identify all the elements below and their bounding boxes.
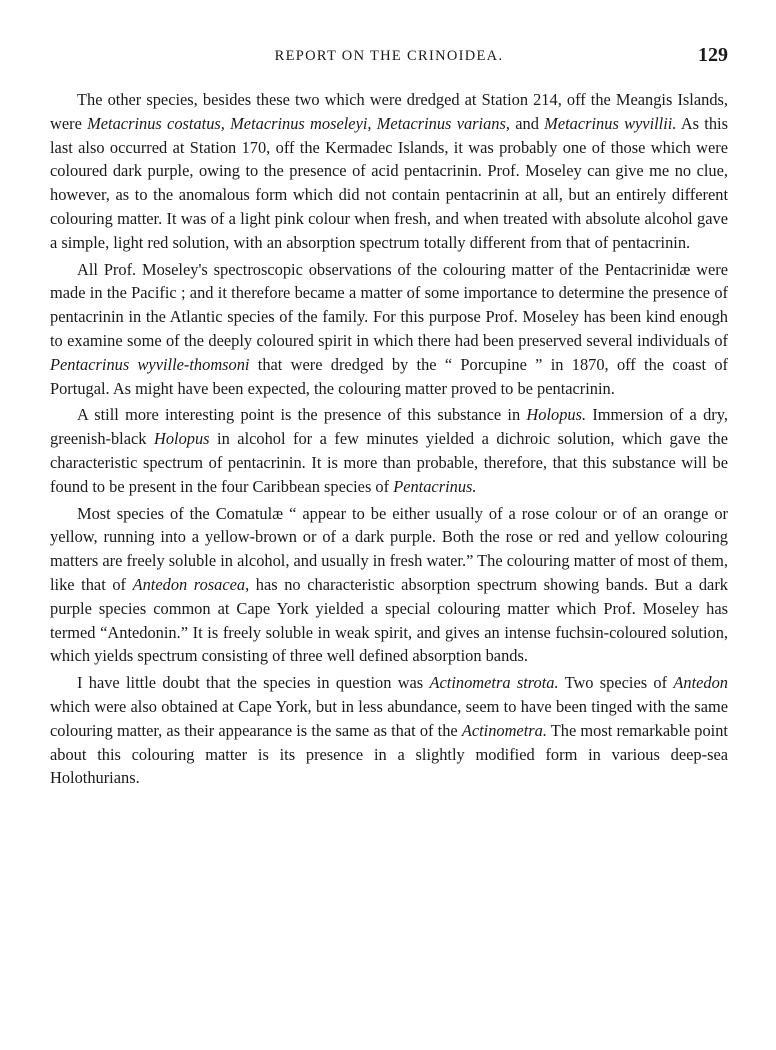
text-run: and bbox=[509, 113, 545, 133]
italic-text-run: Antedon bbox=[673, 673, 728, 693]
running-header bbox=[50, 44, 728, 68]
text-run: that were dredged by the “ Porcupine ” in 1870, off the coast of Portugal. As might have been expected, the colouring matter proved to be pentacrinin. bbox=[50, 354, 728, 398]
text-run: Immersion of a dry, greenish-black bbox=[50, 405, 728, 449]
paragraph-5 bbox=[50, 671, 728, 790]
italic-text-run: Pentacrinus wyville-thomsoni bbox=[50, 354, 250, 374]
text-run: All Prof. Moseley's spectroscopic observations of the colouring matter of the Pentacrinidæ were made in the Pacific ; and it therefore became a matter of some importance to determine the presence of pentacrinin in the Atlantic species of the family. For this purpose Prof. Moseley has been kind enough to examine some of the deeply coloured spirit in which there had been preserved several individuals of bbox=[50, 259, 728, 350]
text-run: The other species, besides these two which were dredged at Station 214, off the Meangis Islands, were bbox=[50, 90, 728, 133]
text-run: The most remarkable point about this colouring matter is its presence in a slightly modified form in various deep-sea Holothurians. bbox=[50, 720, 728, 788]
text-run: Two species of bbox=[558, 673, 674, 693]
text-run: in alcohol for a few minutes yielded a dichroic solution, which gave the characteristic spectrum of pentacrinin. It is more than probable, therefore, that this substance will be found to be present in the four Caribbean species of bbox=[50, 429, 729, 496]
italic-text-run: Metacrinus costatus, Metacrinus moseleyi, Metacrinus varians, bbox=[87, 113, 510, 133]
paragraph-3 bbox=[50, 403, 728, 498]
italic-text-run: Metacrinus wyvillii. bbox=[544, 113, 677, 133]
italic-text-run: Actinometra. bbox=[461, 720, 547, 740]
paragraph-4 bbox=[50, 502, 728, 669]
text-run: Most species of the Comatulæ “ appear to be either usually of a rose colour or of an orange or yellow, running into a yellow-brown or of a dark purple. Both the rose or red and yellow colouring matters are freely soluble in alcohol, and usually in fresh water.” The colouring matter of most of them, like that of bbox=[50, 503, 728, 594]
italic-text-run: Holopus bbox=[153, 429, 210, 449]
italic-text-run: Pentacrinus. bbox=[393, 476, 477, 496]
paragraph-1 bbox=[50, 88, 728, 255]
paragraph-2 bbox=[50, 258, 728, 401]
running-title: REPORT ON THE CRINOIDEA. bbox=[274, 48, 504, 64]
italic-text-run: Antedon rosacea, bbox=[132, 574, 250, 594]
text-run: A still more interesting point is the presence of this substance in bbox=[77, 405, 527, 425]
text-run: has no characteristic absorption spectrum showing bands. But a dark purple species common at Cape York yielded a special colouring matter which Prof. Moseley has termed “Antedonin.” It is freely soluble in weak spirit, and gives an intense fuchsin-coloured solution, which yields spectrum consisting of three well defined absorption bands. bbox=[50, 574, 728, 666]
italic-text-run: Actinometra strota. bbox=[429, 673, 559, 693]
text-run: I have little doubt that the species in question was bbox=[77, 673, 430, 693]
text-run: which were also obtained at Cape York, but in less abundance, seem to have been tinged with the same colouring matter, as their appearance is the same as that of the bbox=[50, 696, 728, 740]
text-run: As this last also occurred at Station 170, off the Kermadec Islands, it was probably one of those which were coloured dark purple, owing to the presence of acid pentacrinin. Prof. Moseley can give me no clue, however, as to the anomalous form which did not contain pentacrinin at all, but an entirely different colouring matter. It was of a light pink colour when fresh, and when treated with absolute alcohol gave a simple, light red solution, with an absorption spectrum totally different from that of pentacrinin. bbox=[50, 113, 728, 252]
page-number: 129 bbox=[698, 44, 728, 66]
italic-text-run: Holopus. bbox=[526, 405, 587, 425]
body-text bbox=[50, 88, 728, 793]
